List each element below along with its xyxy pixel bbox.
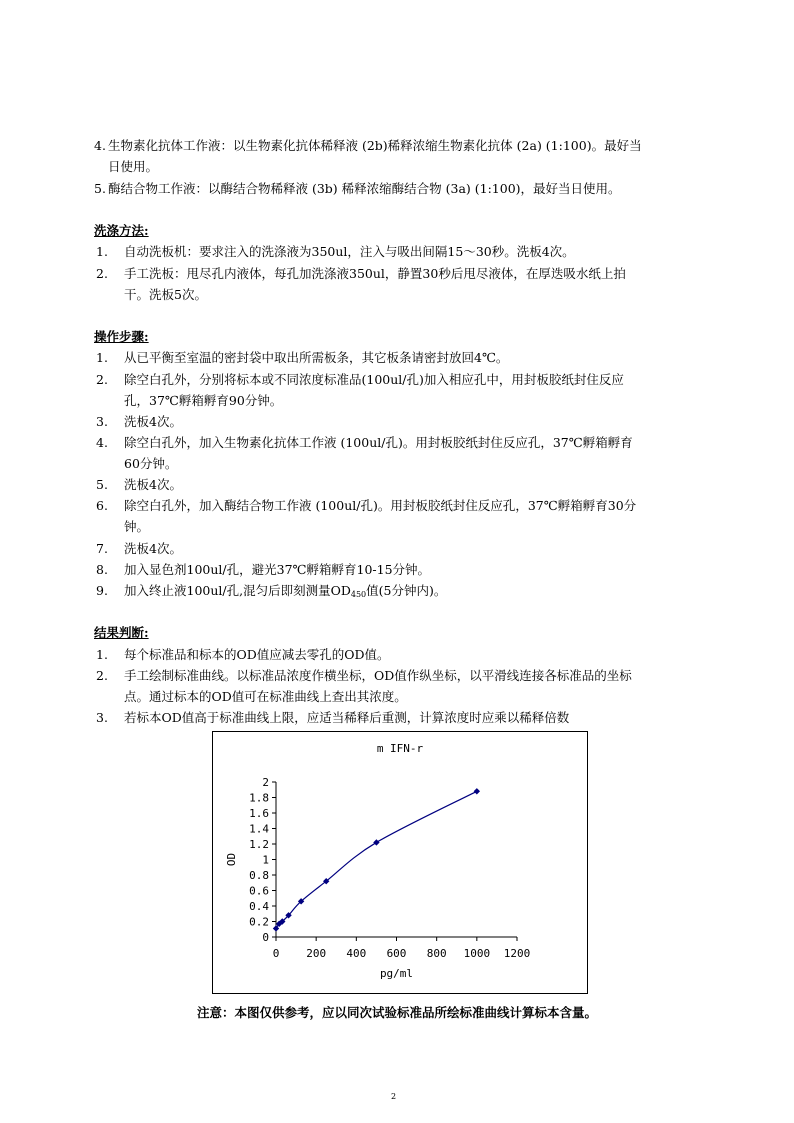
- list-number: 2.: [96, 372, 108, 387]
- list-item-text: 点。通过标本的OD值可在标准曲线上查出其浓度。: [124, 689, 407, 704]
- y-tick-label: 1.6: [249, 807, 269, 820]
- section-heading-washing: 洗涤方法:: [94, 223, 149, 238]
- list-number: 3.: [96, 414, 108, 429]
- list-number: 5.: [94, 181, 106, 196]
- series-line: [276, 791, 477, 928]
- list-item-text: 洗板4次。: [124, 477, 182, 492]
- x-tick-label: 1200: [503, 947, 531, 960]
- list-item-text: 干。洗板5次。: [124, 287, 207, 302]
- list-number: 1.: [96, 647, 108, 662]
- chart-note: 注意：本图仅供参考，应以同次试验标准品所绘标准曲线计算标本含量。: [196, 1005, 597, 1020]
- list-item-text: [124, 582, 446, 604]
- y-tick-label: 1: [262, 853, 269, 867]
- list-number: 4.: [94, 138, 106, 153]
- list-number: 8.: [96, 562, 108, 577]
- list-item-text: 手工绘制标准曲线。以标准品浓度作横坐标，OD值作纵坐标，以平滑线连接各标准品的坐标: [124, 668, 632, 683]
- list-item-text: 自动洗板机：要求注入的洗涤液为350ul，注入与吸出间隔15～30秒。洗板4次。: [124, 244, 575, 259]
- x-tick-label: 0: [272, 947, 280, 960]
- list-item-text: 日使用。: [108, 159, 159, 174]
- list-item-text: 60分钟。: [124, 456, 178, 471]
- list-item-text: 加入显色剂100ul/孔，避光37℃孵箱孵育10-15分钟。: [124, 562, 431, 577]
- list-number: 7.: [96, 541, 108, 556]
- x-tick-label: 400: [346, 947, 367, 960]
- x-tick-label: 600: [386, 947, 407, 960]
- step-text: 值(5分钟内)。: [366, 583, 447, 598]
- list-item-text: 若标本OD值高于标准曲线上限，应适当稀释后重测，计算浓度时应乘以稀释倍数: [124, 710, 570, 725]
- page-number: 2: [391, 1092, 397, 1101]
- y-tick-label: 1.4: [249, 822, 269, 836]
- wavelength-subscript: 450: [350, 590, 367, 599]
- y-tick-label: 0: [262, 931, 269, 944]
- chart-title: m IFN-r: [376, 742, 424, 755]
- list-item-text: 酶结合物工作液：以酶结合物稀释液 (3b) 稀释浓缩酶结合物 (3a) (1:100)，最好当日使用。: [108, 181, 621, 196]
- list-number: 1.: [96, 350, 108, 365]
- x-axis-label: pg/ml: [379, 967, 414, 980]
- list-number: 3.: [96, 710, 108, 725]
- y-axis-label: OD: [225, 852, 238, 867]
- data-point: [273, 925, 279, 931]
- section-heading-results: 结果判断:: [94, 625, 149, 640]
- step-text: 加入终止液100ul/孔,混匀后即刻测量OD: [124, 583, 351, 598]
- y-tick-label: 0.4: [249, 900, 269, 913]
- list-item-text: 从已平衡至室温的密封袋中取出所需板条，其它板条请密封放回4℃。: [124, 350, 509, 365]
- list-number: 9.: [96, 583, 108, 598]
- data-point: [373, 839, 379, 845]
- list-item-text: 洗板4次。: [124, 414, 182, 429]
- y-tick-label: 2: [262, 776, 269, 789]
- list-number: 2.: [96, 668, 108, 683]
- standard-curve-chart: [212, 731, 588, 994]
- x-tick-label: 800: [426, 947, 447, 960]
- list-item-text: 洗板4次。: [124, 541, 182, 556]
- list-number: 6.: [96, 498, 108, 513]
- y-tick-label: 0.6: [249, 884, 269, 898]
- list-item-text: 手工洗板：甩尽孔内液体，每孔加洗涤液350ul，静置30秒后甩尽液体，在厚迭吸水纸上拍: [124, 266, 626, 281]
- x-tick-label: 1000: [463, 947, 491, 960]
- y-tick-label: 0.2: [249, 915, 269, 929]
- list-item-text: 生物素化抗体工作液：以生物素化抗体稀释液 (2b)稀释浓缩生物素化抗体 (2a) (1:100)。最好当: [108, 138, 642, 153]
- list-item-text: 钟。: [124, 519, 150, 534]
- list-number: 2.: [96, 266, 108, 281]
- x-tick-label: 200: [306, 947, 327, 960]
- list-item-text: 除空白孔外，加入生物素化抗体工作液 (100ul/孔)。用封板胶纸封住反应孔，37℃孵箱孵育: [124, 435, 633, 450]
- y-tick-label: 1.2: [249, 838, 269, 851]
- list-item-text: 除空白孔外，加入酶结合物工作液 (100ul/孔)。用封板胶纸封住反应孔，37℃孵箱孵育30分: [124, 498, 637, 513]
- y-tick-label: 0.8: [249, 869, 269, 882]
- chart-svg: [213, 732, 587, 993]
- list-number: 1.: [96, 244, 108, 259]
- list-item-text: 除空白孔外，分别将标本或不同浓度标准品(100ul/孔)加入相应孔中，用封板胶纸封住反应: [124, 372, 624, 387]
- section-heading-procedure: 操作步骤:: [94, 329, 149, 344]
- data-point: [474, 788, 480, 794]
- y-tick-label: 1.8: [249, 791, 269, 805]
- list-item-text: 孔，37℃孵箱孵育90分钟。: [124, 393, 283, 408]
- list-number: 5.: [96, 477, 108, 492]
- list-item-text: 每个标准品和标本的OD值应减去零孔的OD值。: [124, 647, 390, 662]
- list-number: 4.: [96, 435, 108, 450]
